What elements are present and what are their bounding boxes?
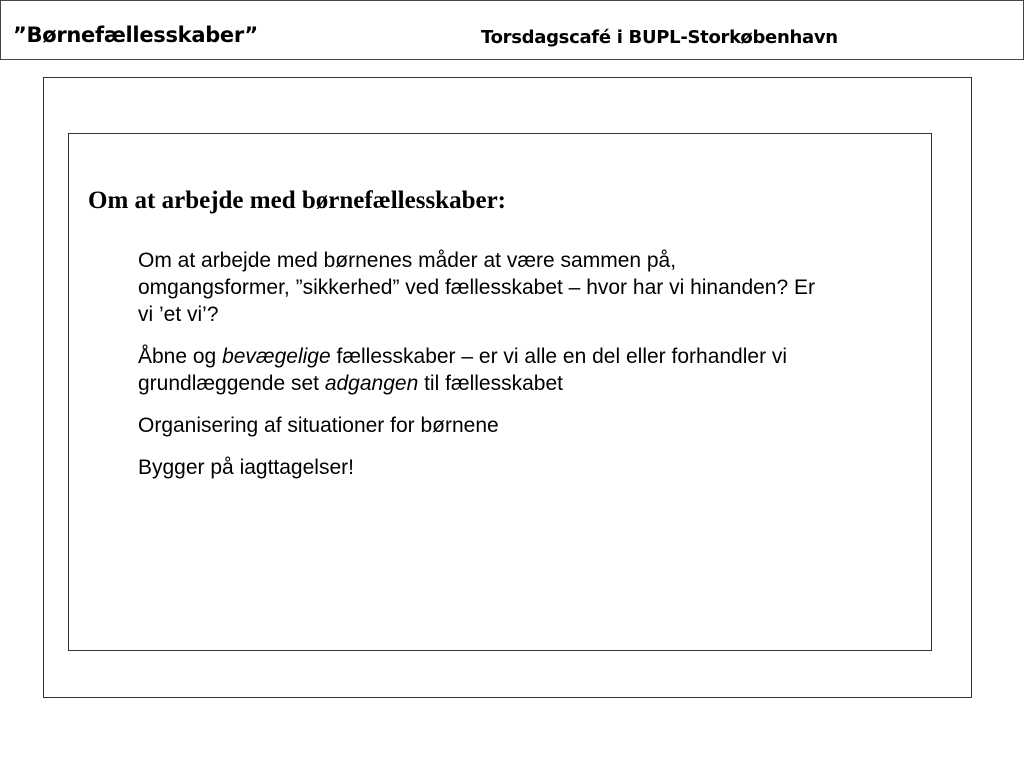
slide-content: [138, 247, 828, 496]
paragraph-2-italic-a: bevægelige: [222, 345, 331, 368]
paragraph-2-italic-b: adgangen: [324, 372, 419, 395]
paragraph-2-text-a: Åbne og: [138, 345, 223, 368]
header-title: ”Børnefællesskaber”: [13, 23, 258, 47]
paragraph-1: Om at arbejde med børnenes måder at være sammen på, omgangsformer, ”sikkerhed” ved fællesskabet – hvor har vi hinanden? Er vi ’et vi’?: [138, 249, 816, 326]
slide-heading: Om at arbejde med børnefællesskaber:: [88, 187, 506, 214]
paragraph-2: [138, 343, 828, 397]
header-bar: [0, 0, 1024, 60]
paragraph-2-text-c: til fællesskabet: [418, 372, 563, 395]
paragraph-4: Bygger på iagttagelser!: [138, 456, 354, 479]
paragraph-2-text-b: fællesskaber – er vi alle en del eller forhandler vi grundlæggende set: [138, 345, 788, 395]
header-subtitle: Torsdagscafé i BUPL-Storkøbenhavn: [481, 27, 838, 48]
paragraph-3: Organisering af situationer for børnene: [138, 414, 499, 437]
